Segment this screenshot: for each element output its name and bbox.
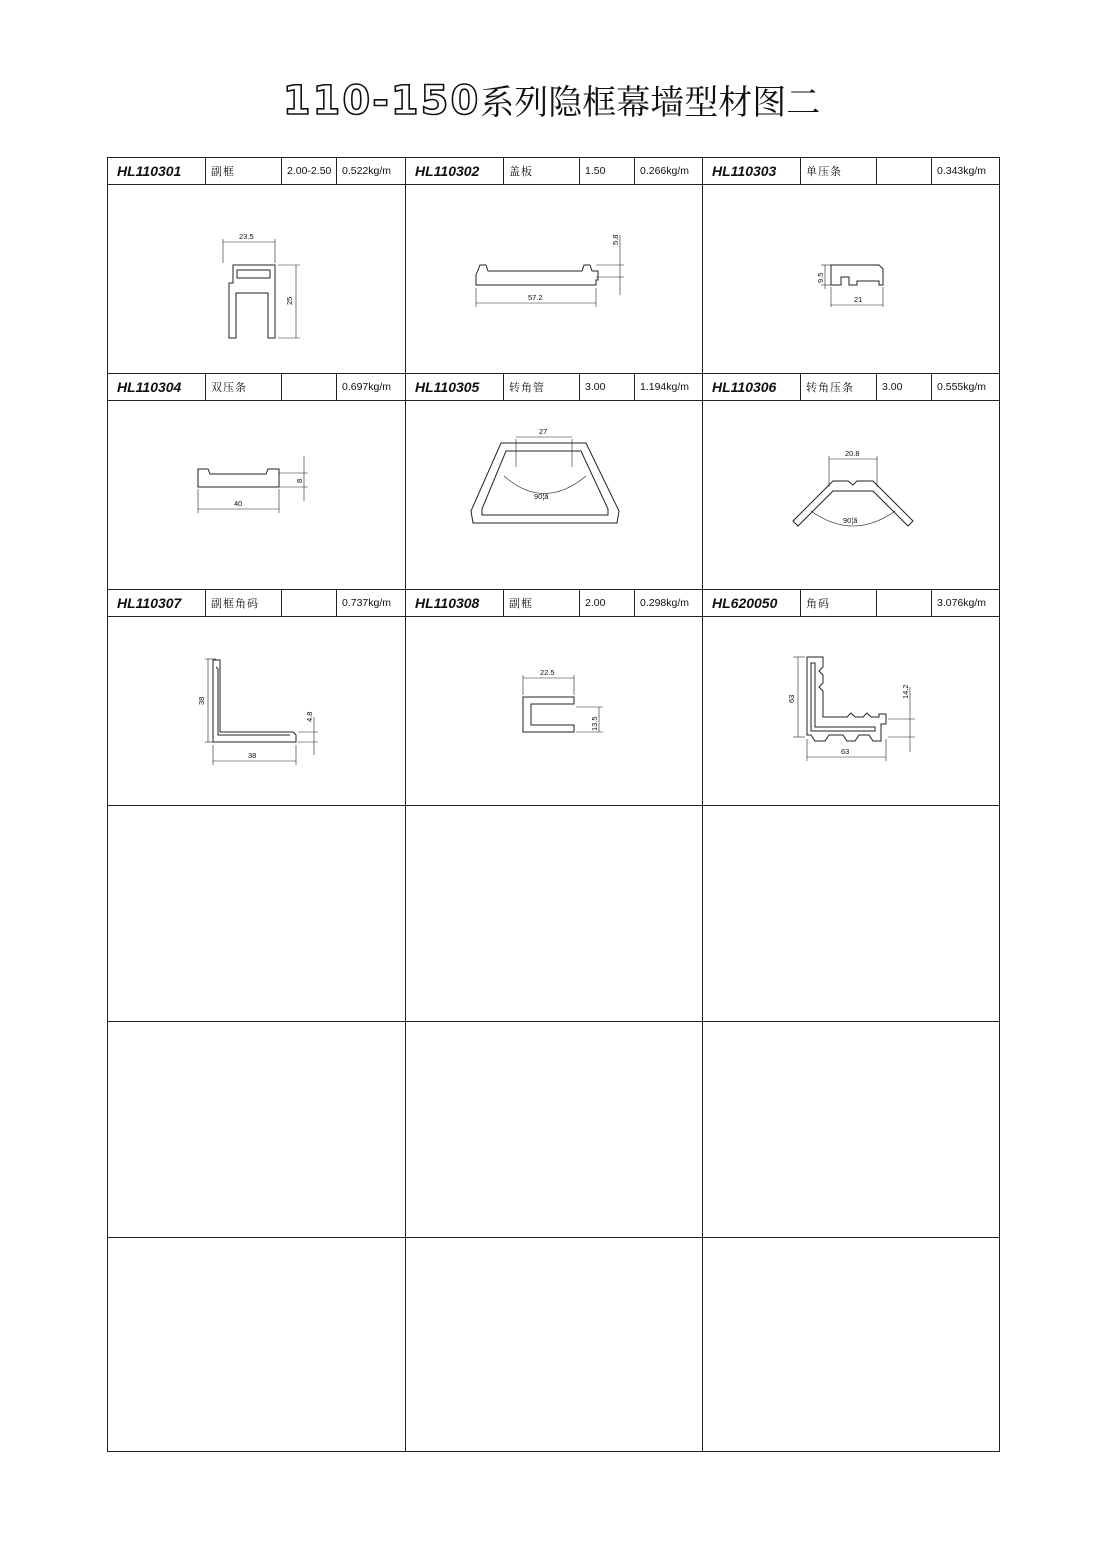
profile-svg — [703, 401, 999, 589]
dim-label: 13.5 — [590, 716, 599, 731]
dim-label: 38 — [197, 696, 206, 705]
empty-cell — [108, 806, 406, 1022]
profile-drawing — [703, 401, 999, 589]
profile-name: 单压条 — [801, 158, 877, 184]
profile-cell — [108, 374, 406, 590]
profile-weight: 0.266kg/m — [640, 165, 690, 177]
profile-drawing — [703, 617, 999, 805]
profile-sheet — [107, 157, 1000, 1452]
profile-weight: 0.343kg/m — [937, 165, 987, 177]
profile-header — [108, 158, 405, 185]
page-title — [0, 78, 1103, 126]
dim-label: 38 — [248, 751, 257, 760]
profile-header — [406, 158, 702, 185]
profile-code: HL110303 — [703, 158, 801, 184]
profile-svg — [108, 617, 405, 805]
empty-cell — [703, 1022, 999, 1238]
empty-cell — [406, 1238, 703, 1451]
empty-cell — [108, 1238, 406, 1451]
profile-code: HL110304 — [108, 374, 206, 400]
profile-thickness — [282, 590, 337, 616]
profile-code: HL110302 — [406, 158, 504, 184]
profile-thickness: 2.00-2.50 — [282, 158, 337, 184]
dim-label: 40 — [234, 499, 243, 508]
empty-cell — [703, 1238, 999, 1451]
profile-cell — [703, 590, 999, 806]
dim-label: 5.8 — [611, 234, 620, 245]
profile-thickness — [282, 374, 337, 400]
dim-label: 8 — [295, 478, 304, 483]
profile-thickness: 3.00 — [877, 374, 932, 400]
profile-drawing — [406, 401, 702, 589]
profile-drawing — [108, 185, 405, 373]
profile-name: 转角压条 — [801, 374, 877, 400]
profile-cell — [703, 158, 999, 374]
profile-weight: 0.697kg/m — [342, 381, 392, 393]
profile-code: HL110305 — [406, 374, 504, 400]
profile-header — [703, 374, 999, 401]
dim-label: 21 — [854, 295, 863, 304]
profile-code: HL110306 — [703, 374, 801, 400]
title-text: 系列隐框幕墙型材图二 — [480, 83, 821, 123]
profile-cell — [406, 590, 703, 806]
profile-svg — [406, 401, 702, 589]
profile-cell — [406, 158, 703, 374]
series-number: 110-150 — [282, 78, 481, 124]
profile-weight: 0.737kg/m — [342, 597, 392, 609]
dim-label: 27 — [539, 427, 548, 436]
profile-header — [406, 590, 702, 617]
profile-header — [108, 590, 405, 617]
profile-header — [703, 158, 999, 185]
profile-thickness: 1.50 — [580, 158, 635, 184]
dim-label: 90¦ã — [843, 516, 858, 525]
dim-label: 57.2 — [528, 293, 543, 302]
profile-svg — [703, 185, 999, 373]
profile-cell — [703, 374, 999, 590]
profile-drawing — [703, 185, 999, 373]
dim-label: 63 — [841, 747, 850, 756]
profile-thickness — [877, 590, 932, 616]
empty-cell — [703, 806, 999, 1022]
profile-code: HL110301 — [108, 158, 206, 184]
dim-label: 20.8 — [845, 449, 860, 458]
profile-code: HL110308 — [406, 590, 504, 616]
dim-label: 63 — [787, 694, 796, 703]
dim-label: 23.5 — [239, 232, 254, 241]
profile-cell — [108, 590, 406, 806]
profile-svg — [406, 617, 702, 805]
profile-header — [703, 590, 999, 617]
profile-thickness: 3.00 — [580, 374, 635, 400]
profile-svg — [406, 185, 702, 373]
profile-name: 副框 — [504, 590, 580, 616]
empty-cell — [406, 1022, 703, 1238]
profile-code: HL620050 — [703, 590, 801, 616]
profile-cell — [108, 158, 406, 374]
empty-cell — [406, 806, 703, 1022]
profile-svg — [108, 185, 405, 373]
profile-drawing — [406, 617, 702, 805]
profile-name: 副框 — [206, 158, 282, 184]
profile-name: 角码 — [801, 590, 877, 616]
dim-label: 4.8 — [305, 711, 314, 722]
dim-label: 9.5 — [816, 272, 825, 283]
profile-name: 副框角码 — [206, 590, 282, 616]
empty-cell — [108, 1022, 406, 1238]
profile-cell — [406, 374, 703, 590]
profile-header — [108, 374, 405, 401]
profile-thickness — [877, 158, 932, 184]
dim-label: 25 — [285, 296, 294, 305]
profile-svg — [108, 401, 405, 589]
profile-weight: 0.522kg/m — [342, 165, 392, 177]
dim-label: 90¦ã — [534, 492, 549, 501]
profile-weight: 1.194kg/m — [640, 381, 690, 393]
profile-weight: 0.555kg/m — [937, 381, 987, 393]
profile-name: 转角管 — [504, 374, 580, 400]
profile-weight: 3.076kg/m — [937, 597, 987, 609]
profile-code: HL110307 — [108, 590, 206, 616]
profile-drawing — [108, 401, 405, 589]
profile-drawing — [406, 185, 702, 373]
profile-weight: 0.298kg/m — [640, 597, 690, 609]
profile-name: 双压条 — [206, 374, 282, 400]
profile-svg — [703, 617, 999, 805]
profile-drawing — [108, 617, 405, 805]
profile-thickness: 2.00 — [580, 590, 635, 616]
dim-label: 14.2 — [901, 684, 910, 699]
dim-label: 22.5 — [540, 668, 555, 677]
profile-header — [406, 374, 702, 401]
profile-name: 盖板 — [504, 158, 580, 184]
